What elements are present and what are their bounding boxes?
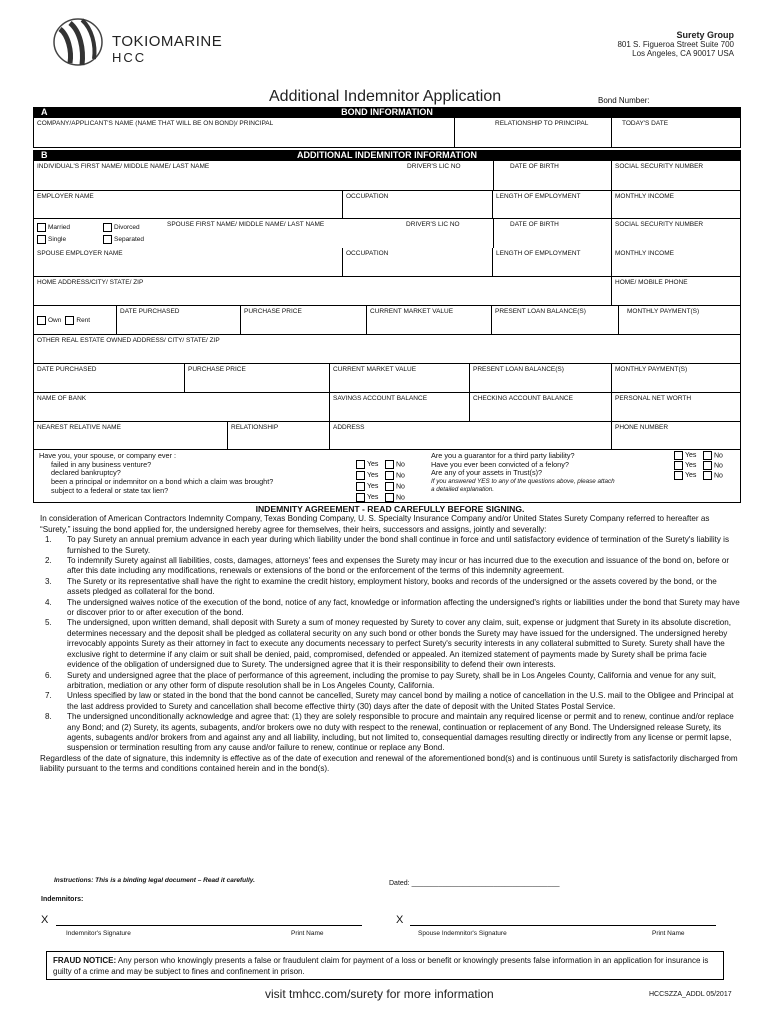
- surety-group-title: Surety Group: [676, 30, 734, 40]
- section-b-letter: B: [41, 150, 48, 160]
- no-label: No: [396, 461, 405, 469]
- married-checkbox[interactable]: [37, 223, 46, 232]
- globe-logo-icon: [52, 17, 104, 67]
- section-b-header: [33, 150, 741, 161]
- married-label: Married: [48, 224, 71, 231]
- other-real-estate-field[interactable]: OTHER REAL ESTATE OWNED ADDRESS/ CITY/ STATE/ ZIP: [37, 337, 220, 344]
- page-title: Additional Indemnitor Application: [269, 88, 502, 105]
- divorced-label: Divorced: [114, 224, 140, 231]
- no-checkbox[interactable]: [703, 451, 712, 460]
- no-checkbox[interactable]: [385, 471, 394, 480]
- agreement-item: Surety and undersigned agree that the place of performance of this agreement, including the promise to pay Surety, shall be in Los Angeles County, California and venue for any suit, arbitration, mediation or any other form of dispute resolution shall be in Los Angeles County, California.: [67, 670, 716, 690]
- other-loan-balance-field[interactable]: PRESENT LOAN BALANCE(S): [469, 364, 611, 392]
- indiv-name-field[interactable]: INDIVIDUAL'S FIRST NAME/ MIDDLE NAME/ LAST NAME: [37, 163, 210, 170]
- length-employment-field[interactable]: LENGTH OF EMPLOYMENT: [492, 191, 611, 218]
- rent-label: Rent: [76, 317, 91, 325]
- net-worth-field[interactable]: PERSONAL NET WORTH: [611, 393, 742, 421]
- no-checkbox[interactable]: [703, 461, 712, 470]
- drivers-lic-field[interactable]: DRIVER'S LIC NO: [407, 163, 461, 170]
- x-mark: X: [396, 914, 404, 926]
- no-checkbox[interactable]: [703, 471, 712, 480]
- yes-label: Yes: [367, 483, 379, 491]
- section-a-header: [33, 107, 741, 118]
- yes-checkbox[interactable]: [674, 461, 683, 470]
- fraud-label: FRAUD NOTICE:: [53, 956, 117, 965]
- agreement-item: To indemnify Surety against all liabilities, costs, damages, attorneys' fees and expenses the Surety may incur or has incurred due to the execution and issuance of the bond on, before or after this date including any modifications, renewals or extensions of the bond or the enforcement of the terms of this indemnity agreement.: [67, 556, 730, 576]
- indemnitor-signature-line[interactable]: [56, 925, 362, 926]
- section-b-grid: [33, 161, 741, 503]
- other-monthly-payment-field[interactable]: MONTHLY PAYMENT(S): [611, 364, 742, 392]
- relative-name-field[interactable]: NEAREST RELATIVE NAME: [37, 424, 121, 431]
- yes-checkbox[interactable]: [674, 451, 683, 460]
- agreement-item: The undersigned waives notice of the execution of the bond, notice of any fact, knowledge or information affecting the undersigned's rights or liabilities under the bond that Surety may have or discover prior to or after execution of the bond.: [67, 597, 740, 618]
- indemnitor-signature-caption: Indemnitor's Signature: [66, 930, 131, 937]
- yes-checkbox[interactable]: [356, 482, 365, 491]
- address-line-2: Los Angeles, CA 90017 USA: [632, 49, 734, 58]
- questions-left: [39, 452, 349, 496]
- tokiomarine-logo: [52, 17, 222, 67]
- other-market-value-field[interactable]: CURRENT MARKET VALUE: [329, 364, 469, 392]
- spouse-ssn-field[interactable]: SOCIAL SECURITY NUMBER: [611, 219, 742, 248]
- fraud-text: Any person who knowingly presents a false or fraudulent claim for payment of a loss or benefit or knowingly presents false information in an application for insurance is guilty of a crime and may be subject to fines and confinement in prison.: [53, 956, 709, 976]
- own-label: Own: [48, 317, 62, 325]
- agreement-closing: Regardless of the date of signature, this indemnity is effective as of the date of execution and renewal of the aforementioned bond(s) and is continuous until Surety is satisfactorily discharged from liability pursuant to the terms and conditions contained herein and in the bond(s).: [40, 753, 738, 774]
- question-bankruptcy: declared bankruptcy?: [51, 468, 121, 478]
- no-label: No: [396, 493, 405, 501]
- rent-checkbox[interactable]: [65, 316, 74, 325]
- agreement-item: The undersigned, upon written demand, shall deposit with Surety a sum of money requested by Surety to cover any claim, suit, expense or judgment that Surety in its absolute discretion, determines necessary and the deposit shall be pledged as collateral security on any such bond or other bonds the Surety may have issued for the undersigned. The undersigned hereby irrevocably appoints Surety as their attorney in fact to execute any documents necessary to perfect Surety's security interests in any collateral submitted to Surety. Surety shall have the exclusive right to determine if any claim or suit shall be denied, paid, compromised, defended or appealed. An itemized statement of payments made by Surety shall be prima facie evidence of the obligation of undersigned due to Surety. The undersigned agree that it is their responsibility to defend their own interests.: [67, 618, 732, 670]
- brand-name: TOKIOMARINE: [112, 33, 223, 50]
- x-mark: X: [41, 914, 49, 926]
- todays-date-field[interactable]: TODAY'S DATE: [611, 118, 742, 147]
- spouse-occupation-field[interactable]: OCCUPATION: [342, 248, 492, 276]
- question-business: failed in any business venture?: [51, 459, 152, 469]
- fraud-notice: [46, 951, 724, 980]
- home-phone-field[interactable]: HOME/ MOBILE PHONE: [611, 277, 742, 305]
- spouse-signature-caption: Spouse Indemnitor's Signature: [418, 930, 507, 937]
- agreement-item: The undersigned unconditionally acknowledge and agree that: (1) they are solely responsible to procure and maintain any required license or permit and to renew, continue and/or replace any Bond; and (2) Surety, its agents, subagents, and/or brokers owe no duty with respect to the renewal, continuation or replacement of any Bond. The Undersigned release Surety, its agents, subagents and/or brokers from and against any and all liability, including, but not limited to, consequential damages resulting directly or indirectly from any license or permit lapse, suspension or termination resulting from any cause and/or failure to renew, continue or replace any Bond.: [67, 712, 734, 753]
- question-trust: Are any of your assets in Trust(s)?: [431, 468, 543, 478]
- relative-phone-field[interactable]: PHONE NUMBER: [611, 422, 742, 449]
- instructions-text: Instructions: This is a binding legal document – Read it carefully.: [54, 877, 255, 884]
- other-purchase-price-field[interactable]: PURCHASE PRICE: [184, 364, 329, 392]
- yes-label: Yes: [367, 472, 379, 480]
- relationship-field[interactable]: RELATIONSHIP TO PRINCIPAL: [454, 118, 611, 147]
- own-rent-group: [34, 306, 116, 334]
- yes-checkbox[interactable]: [674, 471, 683, 480]
- yes-checkbox[interactable]: [356, 471, 365, 480]
- questions-row: [34, 449, 740, 502]
- spouse-drivers-lic-field[interactable]: DRIVER'S LIC NO: [406, 221, 460, 228]
- home-address-field[interactable]: HOME ADDRESS/CITY/ STATE/ ZIP: [37, 279, 144, 286]
- questions-note-2: a detailed explanation.: [431, 486, 495, 494]
- yes-label: Yes: [367, 461, 379, 469]
- indemnitors-label: Indemnitors:: [41, 896, 84, 903]
- relative-relationship-field[interactable]: RELATIONSHIP: [227, 422, 329, 449]
- form-code: HCCSZZA_ADDL 05/2017: [649, 991, 732, 998]
- section-a-grid: [33, 118, 741, 148]
- questions-left-yesno: [356, 460, 426, 503]
- spouse-dob-field[interactable]: DATE OF BIRTH: [493, 219, 611, 248]
- questions-right: [431, 452, 671, 494]
- separated-label: Separated: [114, 236, 144, 243]
- savings-balance-field[interactable]: SAVINGS ACCOUNT BALANCE: [329, 393, 469, 421]
- spouse-length-employment-field[interactable]: LENGTH OF EMPLOYMENT: [492, 248, 611, 276]
- questions-right-yesno: [674, 451, 742, 481]
- single-checkbox[interactable]: [37, 235, 46, 244]
- own-checkbox[interactable]: [37, 316, 46, 325]
- no-label: No: [714, 452, 723, 460]
- section-a-title: BOND INFORMATION: [341, 107, 433, 117]
- agreement-item: To pay Surety an annual premium advance in each year during which liability under the bond shall continue in force and until satisfactory evidence of termination of the Surety's liability is furnished to the Surety.: [67, 535, 730, 555]
- separated-checkbox[interactable]: [103, 235, 112, 244]
- dated-field[interactable]: Dated: ______________________________________: [389, 880, 560, 887]
- section-b-title: ADDITIONAL INDEMNITOR INFORMATION: [297, 150, 477, 160]
- indemnity-agreement: INDEMNITY AGREEMENT - READ CAREFULLY BEFORE SIGNING. In consideration of American Contractors Indemnity Company, Texas Bonding Company, U. S. Specialty Insurance Company and/or United States Surety Company referred to hereafter as “Surety,” issuing the bond applied for, the undersigned hereby agree for themselves, their heirs, successors and assigns, jointly and severally: 1. To pay Surety an annual premium advance in each year during which liability under the bond shall continue in force and until satisfactory evidence of termination of the Surety's liability is furnished to the Surety. 2. To indemnify Surety against all liabilities, costs, damages, attorneys' fees and expenses the Surety may incur or has incurred due to the execution and issuance of the bond on, before or after this date including any modifications, renewals or extensions of the bond or the enforcement of the terms of this indemnity agreement. 3. The Surety or its representative shall have the right to examine the credit history, employment history, books and records of the undersigned or the assets covered by the bond, or the assets pledged as collateral for the bond. 4. The undersigned waives notice of the execution of the bond, notice of any fact, knowledge or information affecting the undersigned's rights or liabilities under the bond that Surety may have or discover prior to or after execution of the bond. 5. The undersigned, upon written demand, shall deposit with Surety a sum of money requested by Surety to cover any claim, suit, expense or judgment that Surety in its absolute discretion, determines necessary and the deposit shall be pledged as collateral security on any such bond or other bonds the Surety may have issued for the undersigned. The undersigned hereby irrevocably appoints Surety as their attorney in fact to execute any documents necessary to perfect Surety's security interests in any collateral submitted to Surety. Surety shall have the exclusive right to determine if any claim or suit shall be denied, paid, compromised, defended or appealed. An itemized statement of payments made by Surety shall be prima facie evidence of the obligation of undersigned due to Surety. The undersigned agree that it is their responsibility to defend their own interests. 6. Surety and undersigned agree that the place of performance of this agreement, including the promise to pay Surety, shall be in Los Angeles County, California and venue for any suit, arbitration, mediation or any other form of dispute resolution shall be in Los Angeles County, California. 7. Unless specified by law or stated in the bond that the bond cannot be cancelled, Surety may cancel bond by mailing a notice of cancellation in the U.S. mail to the Obligee and Principal at the last address provided to Surety and cancellation shall become effective thirty (30) days after the date of deposit with the United States Postal Service. 8. The undersigned unconditionally acknowledge and agree that: (1) they are solely responsible to procure and maintain any required license or permit and to renew, continue and/or replace any Bond; and (2) Surety, its agents, subagents, and/or brokers owe no duty with respect to the renewal, continuation or replacement of any Bond. The Undersigned release Surety, its agents, subagents and/or brokers from and against any and all liability, including, but not limited to, consequential damages resulting directly or indirectly from any license or permit lapse, suspension or termination resulting from any cause and/or failure to renew, continue or replace any Bond. Regardless of the date of signature, this indemnity is effective as of the date of execution and renewal of the aforementioned bond(s) and is continuous until Surety is satisfactorily discharged from liability pursuant to the terms and conditions contained herein and in the bond(s).: [40, 504, 740, 774]
- spouse-signature-line[interactable]: [410, 925, 716, 926]
- no-checkbox[interactable]: [385, 460, 394, 469]
- yes-checkbox[interactable]: [356, 493, 365, 502]
- yes-label: Yes: [685, 452, 697, 460]
- monthly-income-field[interactable]: MONTHLY INCOME: [611, 191, 742, 218]
- single-label: Single: [48, 236, 67, 243]
- yes-label: Yes: [367, 493, 379, 501]
- other-date-purchased-field[interactable]: DATE PURCHASED: [37, 366, 97, 373]
- no-label: No: [396, 472, 405, 480]
- agreement-item: Unless specified by law or stated in the bond that the bond cannot be cancelled, Surety may cancel bond by mailing a notice of cancellation in the U.S. mail to the Obligee and Principal at the last address provided to Surety and cancellation shall become effective thirty (30) days after the date of deposit with the United States Postal Service.: [67, 691, 734, 711]
- print-name-caption: Print Name: [291, 930, 324, 937]
- monthly-payment-field[interactable]: MONTHLY PAYMENT(S): [618, 306, 742, 334]
- bond-number-label: Bond Number:: [598, 96, 650, 105]
- surety-address: [617, 31, 734, 58]
- checking-balance-field[interactable]: CHECKING ACCOUNT BALANCE: [469, 393, 611, 421]
- question-tax-lien: subject to a federal or state tax lien?: [51, 485, 169, 495]
- agreement-intro: In consideration of American Contractors Indemnity Company, Texas Bonding Company, U. S. Specialty Insurance Company and/or United States Surety Company referred to hereafter as “Surety,” issuing the bond applied for, the undersigned hereby agree for themselves, their heirs, successors and assigns, jointly and severally:: [40, 514, 710, 534]
- no-checkbox[interactable]: [385, 493, 394, 502]
- section-a-letter: A: [41, 107, 48, 117]
- occupation-field[interactable]: OCCUPATION: [342, 191, 492, 218]
- dob-field[interactable]: DATE OF BIRTH: [493, 161, 611, 190]
- date-purchased-field[interactable]: DATE PURCHASED: [116, 306, 240, 334]
- question-felony: Have you ever been convicted of a felony?: [431, 459, 569, 469]
- agreement-item: The Surety or its representative shall have the right to examine the credit history, employment history, books and records of the undersigned or the assets covered by the bond, or the assets pledged as collateral for the bond.: [67, 576, 717, 597]
- loan-balance-field[interactable]: PRESENT LOAN BALANCE(S): [491, 306, 618, 334]
- no-label: No: [396, 483, 405, 491]
- no-label: No: [714, 472, 723, 480]
- bank-name-field[interactable]: NAME OF BANK: [37, 395, 87, 402]
- divorced-checkbox[interactable]: [103, 223, 112, 232]
- company-name-field[interactable]: COMPANY/APPLICANT'S NAME (NAME THAT WILL BE ON BOND)/ PRINCIPAL: [37, 120, 274, 127]
- ssn-field[interactable]: SOCIAL SECURITY NUMBER: [611, 161, 742, 190]
- question-guarantor: Are you a guarantor for a third party liability?: [431, 451, 575, 460]
- relative-address-field[interactable]: ADDRESS: [329, 422, 611, 449]
- purchase-price-field[interactable]: PURCHASE PRICE: [240, 306, 366, 334]
- no-checkbox[interactable]: [385, 482, 394, 491]
- questions-intro: Have you, your spouse, or company ever :: [39, 451, 177, 460]
- brand-sub: HCC: [112, 50, 147, 65]
- question-claim: been a principal or indemnitor on a bond which a claim was brought?: [51, 477, 274, 487]
- questions-note-1: If you answered YES to any of the questions above, please attach: [431, 478, 615, 486]
- spouse-name-field[interactable]: SPOUSE FIRST NAME/ MIDDLE NAME/ LAST NAME: [167, 221, 325, 228]
- yes-label: Yes: [685, 462, 697, 470]
- address-line-1: 801 S. Figueroa Street Suite 700: [617, 40, 734, 49]
- employer-field[interactable]: EMPLOYER NAME: [37, 193, 94, 200]
- yes-checkbox[interactable]: [356, 460, 365, 469]
- agreement-heading: INDEMNITY AGREEMENT - READ CAREFULLY BEFORE SIGNING.: [255, 504, 525, 514]
- print-name-caption: Print Name: [652, 930, 685, 937]
- footer-visit-text: visit tmhcc.com/surety for more information: [265, 987, 494, 1001]
- no-label: No: [714, 462, 723, 470]
- spouse-employer-field[interactable]: SPOUSE EMPLOYER NAME: [37, 250, 123, 257]
- questions-block: [34, 450, 742, 502]
- spouse-monthly-income-field[interactable]: MONTHLY INCOME: [611, 248, 742, 276]
- market-value-field[interactable]: CURRENT MARKET VALUE: [366, 306, 491, 334]
- marital-status-group: [34, 219, 164, 248]
- yes-label: Yes: [685, 472, 697, 480]
